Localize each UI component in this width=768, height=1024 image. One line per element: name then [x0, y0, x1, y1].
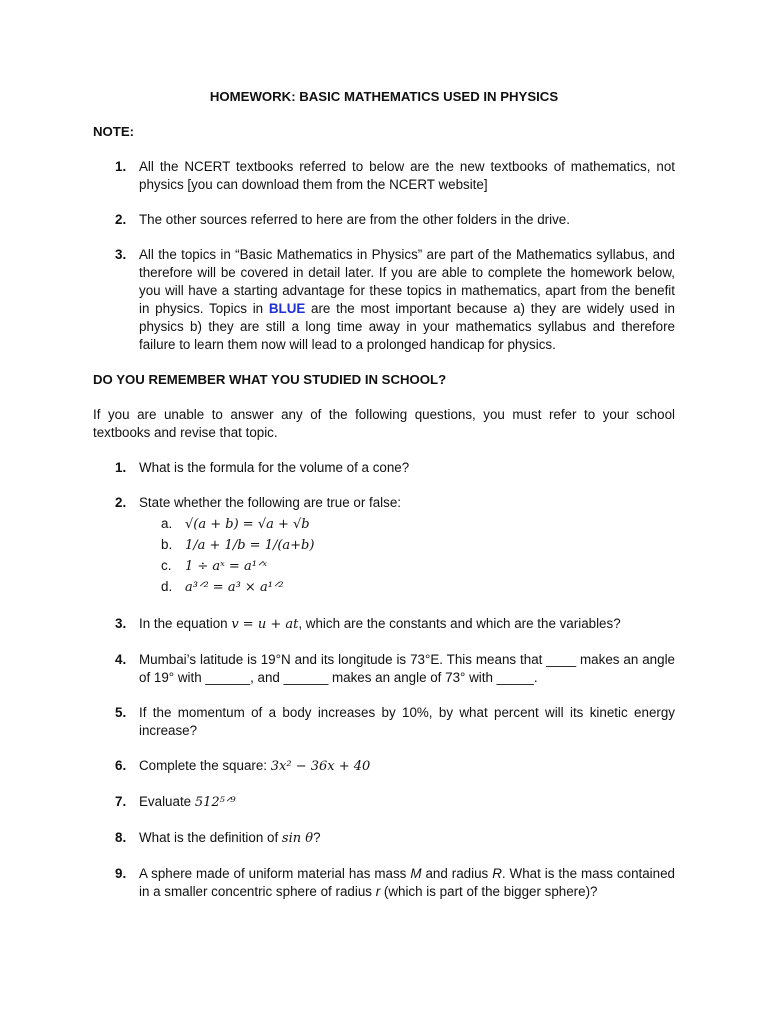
question-number: 5. — [115, 705, 127, 720]
sub-question — [139, 556, 675, 577]
question-item — [93, 651, 675, 687]
section-heading: DO YOU REMEMBER WHAT YOU STUDIED IN SCHOOL? — [93, 372, 447, 387]
question-text: and radius — [421, 866, 493, 881]
sub-question — [139, 535, 675, 556]
note-item — [93, 158, 675, 194]
question-item — [93, 494, 675, 598]
question-item — [93, 865, 675, 901]
question-text: ? — [313, 830, 321, 845]
math-expression: 1/a + 1/b = 1/(a+b) — [185, 538, 315, 553]
question-text: What is the definition of — [139, 830, 282, 845]
note-text: All the topics in “Basic Mathematics in Physics” are part of the Mathematics syllabus, and therefore will be covered in detail later. If you are able to complete the homework below, you will have a starting advantage for these topics in mathematics, apart from the benefit in physics. Topics in — [139, 247, 675, 316]
question-text: Evaluate — [139, 794, 195, 809]
question-item — [93, 615, 675, 634]
sub-question — [139, 577, 675, 598]
math-expression: 512⁵ᐟ⁹ — [194, 795, 236, 810]
math-expression: sin θ — [281, 831, 314, 846]
question-item — [93, 829, 675, 848]
question-number: 2. — [115, 495, 127, 510]
question-number: 4. — [115, 652, 127, 667]
math-expression: 1 ÷ aˣ = a¹ᐟˣ — [185, 559, 268, 574]
math-expression: a³ᐟ² = a³ × a¹ᐟ² — [185, 580, 284, 595]
question-text: . What is the mass contained in a smaller concentric sphere of radius — [139, 866, 675, 899]
question-text: In the equation — [139, 616, 232, 631]
variable-m: M — [410, 866, 422, 881]
sub-label: b. — [161, 537, 173, 552]
question-text: Complete the square: — [139, 758, 271, 773]
blue-highlight: BLUE — [268, 301, 306, 316]
math-expression: √(a + b) = √a + √b — [185, 517, 310, 532]
question-item — [93, 459, 675, 477]
question-number: 3. — [115, 616, 127, 631]
question-text: State whether the following are true or false: — [139, 495, 402, 510]
note-number: 3. — [115, 247, 127, 262]
variable-r: R — [492, 866, 502, 881]
sub-label: a. — [161, 516, 173, 531]
sub-label: c. — [161, 558, 172, 573]
page-title: HOMEWORK: BASIC MATHEMATICS USED IN PHYSICS — [209, 89, 559, 104]
sub-question — [139, 514, 675, 535]
math-expression: v = u + at — [231, 617, 299, 632]
note-text: are the most important because a) they are widely used in physics b) they are still a long time away in your mathematics syllabus and therefore failure to learn them now will lead to a prolonged handicap for physics. — [139, 301, 675, 352]
sub-question-list — [139, 514, 675, 598]
notes-list — [93, 158, 675, 354]
note-number: 1. — [115, 159, 127, 174]
note-text: The other sources referred to here are from the other folders in the drive. — [139, 212, 570, 227]
intro-paragraph: If you are unable to answer any of the following questions, you must refer to your school textbooks and revise that topic. — [93, 407, 675, 440]
question-number: 6. — [115, 758, 127, 773]
question-text: If the momentum of a body increases by 10%, by what percent will its kinetic energy increase? — [139, 705, 675, 738]
question-number: 9. — [115, 866, 127, 881]
note-text: All the NCERT textbooks referred to below are the new textbooks of mathematics, not physics [you can download them from the NCERT website] — [139, 159, 675, 192]
question-text: (which is part of the bigger sphere)? — [380, 884, 598, 899]
question-text: What is the formula for the volume of a cone? — [139, 460, 410, 475]
question-item — [93, 757, 675, 776]
question-number: 1. — [115, 460, 127, 475]
note-item — [93, 211, 675, 229]
question-number: 8. — [115, 830, 127, 845]
note-heading: NOTE: — [93, 124, 135, 139]
sub-label: d. — [161, 579, 173, 594]
question-text: , which are the constants and which are the variables? — [298, 616, 621, 631]
note-item — [93, 246, 675, 354]
question-item — [93, 704, 675, 740]
question-text: Mumbai’s latitude is 19°N and its longitude is 73°E. This means that ____ makes an angle of 19° with ______, and ______ makes an angle of 73° with _____. — [139, 652, 675, 685]
question-item — [93, 793, 675, 812]
note-number: 2. — [115, 212, 127, 227]
question-text: A sphere made of uniform material has mass — [139, 866, 411, 881]
variable-small-r: r — [375, 884, 381, 899]
math-expression: 3x² − 36x + 40 — [270, 759, 371, 774]
question-number: 7. — [115, 794, 127, 809]
questions-list — [93, 459, 675, 901]
